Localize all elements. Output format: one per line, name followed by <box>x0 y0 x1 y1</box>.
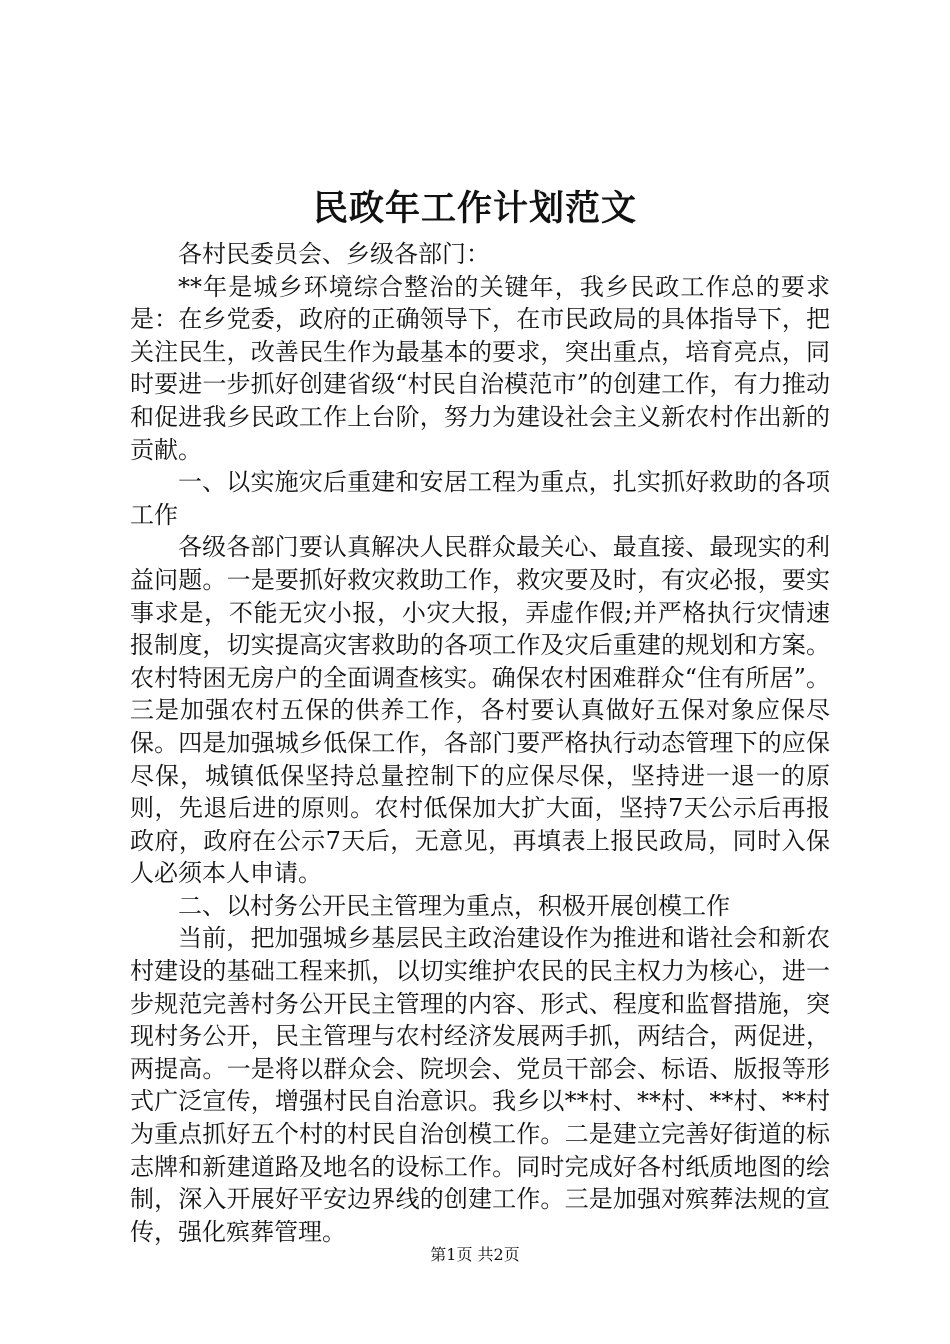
salutation: 各村民委员会、乡级各部门： <box>178 240 490 268</box>
document-body <box>130 238 830 1248</box>
paragraph-intro: **年是城乡环境综合整治的关键年，我乡民政工作总的要求是：在乡党委，政府的正确领导下，在市民政局的具体指导下，把关注民生，改善民生作为最基本的要求，突出重点，培育亮点，同时要进一步抓好创建省级“村民自治模范市”的创建工作，有力推动和促进我乡民政工作上台阶，努力为建设社会主义新农村作出新的贡献。 <box>130 272 830 464</box>
paragraph-section-2: 当前，把加强城乡基层民主政治建设作为推进和谐社会和新农村建设的基础工程来抓，以切实维护农民的民主权力为核心，进一步规范完善村务公开民主管理的内容、形式、程度和监督措施，突现村务公开，民主管理与农村经济发展两手抓，两结合，两促进，两提高。一是将以群众会、院坝会、党员干部会、标语、版报等形式广泛宣传，增强村民自治意识。我乡以**村、**村、**村、**村为重点抓好五个村的村民自治创模工作。二是建立完善好街道的标志牌和新建道路及地名的设标工作。同时完成好各村纸质地图的绘制，深入开展好平安边界线的创建工作。三是加强对殡葬法规的宣传，强化殡葬管理。 <box>130 924 830 1246</box>
section-heading-2: 二、以村务公开民主管理为重点，积极开展创模工作 <box>178 891 730 920</box>
paragraph-section-1: 各级各部门要认真解决人民群众最关心、最直接、最现实的利益问题。一是要抓好救灾救助工作，救灾要及时，有灾必报，要实事求是，不能无灾小报，小灾大报，弄虚作假;并严格执行灾情速报制度，切实提高灾害救助的各项工作及灾后重建的规划和方案。农村特困无房户的全面调查核实。确保农村困难群众“住有所居”。三是加强农村五保的供养工作，各村要认真做好五保对象应保尽保。四是加强城乡低保工作，各部门要严格执行动态管理下的应保尽保，城镇低保坚持总量控制下的应保尽保，坚持进一退一的原则，先退后进的原则。农村低保加大扩大面，坚持7天公示后再报政府，政府在公示7天后，无意见，再填表上报民政局，同时入保人必须本人申请。 <box>130 533 830 888</box>
section-heading-1: 一、以实施灾后重建和安居工程为重点，扎实抓好救助的各项工作 <box>130 468 830 529</box>
document-title: 民政年工作计划范文 <box>312 188 637 229</box>
page-footer: 第1页 共2页 <box>430 1245 520 1264</box>
